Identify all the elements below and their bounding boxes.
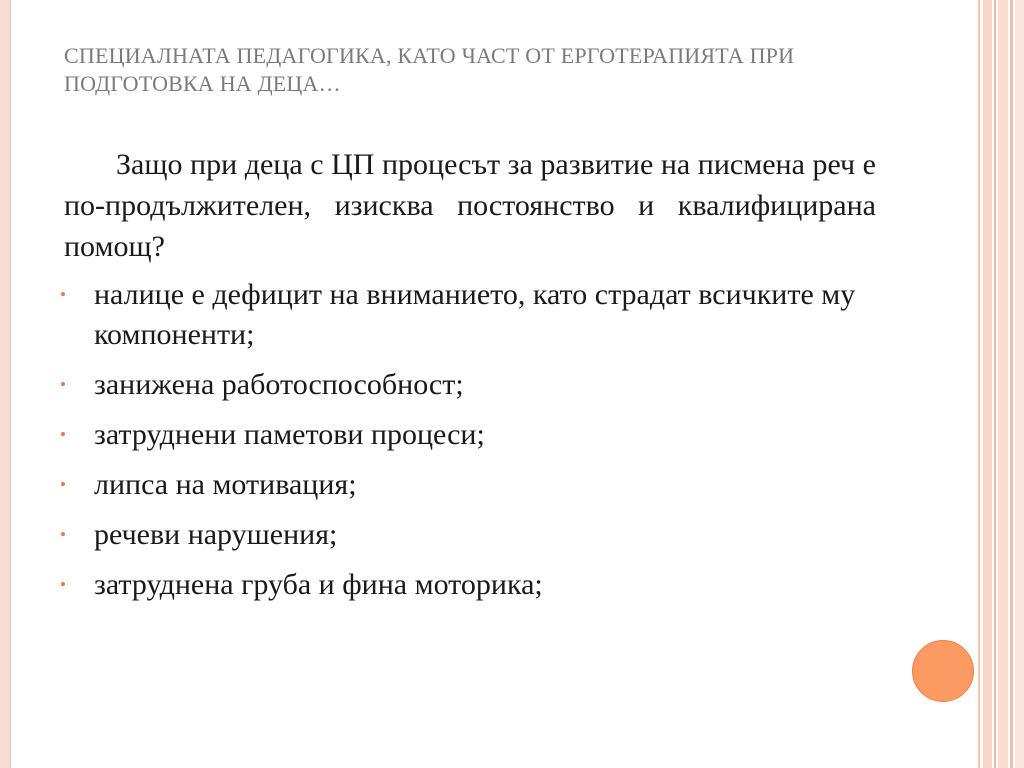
list-item (60, 275, 876, 355)
bullet-list (60, 275, 876, 605)
list-item (60, 365, 876, 405)
list-item (60, 415, 876, 455)
list-item-text: налице е дефицит на вниманието, като страдат всичките му компоненти; (94, 278, 856, 351)
right-stripe (998, 0, 1008, 768)
list-item-text: занижена работоспособност; (94, 368, 464, 401)
list-item (60, 515, 876, 555)
right-stripe (978, 0, 980, 768)
right-stripe (1015, 0, 1024, 768)
bullet-icon: • (60, 575, 66, 594)
list-item (60, 465, 876, 505)
right-stripe (994, 0, 996, 768)
slide-title: СПЕЦИАЛНАТА ПЕДАГОГИКА, КАТО ЧАСТ ОТ ЕРГОТЕРАПИЯТА ПРИ ПОДГОТОВКА НА ДЕЦА… (64, 43, 795, 96)
list-item-text: липса на мотивация; (94, 468, 357, 501)
list-item-text: затруднени паметови процеси; (94, 418, 485, 451)
bullet-icon: • (60, 475, 66, 494)
list-item (60, 565, 876, 605)
slide-content (60, 144, 876, 615)
right-stripe (1010, 0, 1013, 768)
bullet-icon: • (60, 375, 66, 394)
right-stripe (983, 0, 992, 768)
left-decorative-band (0, 0, 11, 768)
list-item-text: затруднена груба и фина моторика; (94, 568, 543, 601)
intro-paragraph: Защо при деца с ЦП процесът за развитие на писмена реч е по-продължителен, изисква постоянство и квалифицирана помощ? (64, 148, 876, 263)
bullet-icon: • (60, 425, 66, 444)
bullet-icon: • (60, 285, 66, 304)
bullet-icon: • (60, 525, 66, 544)
list-item-text: речеви нарушения; (94, 518, 338, 551)
orange-circle-decoration (912, 640, 974, 702)
